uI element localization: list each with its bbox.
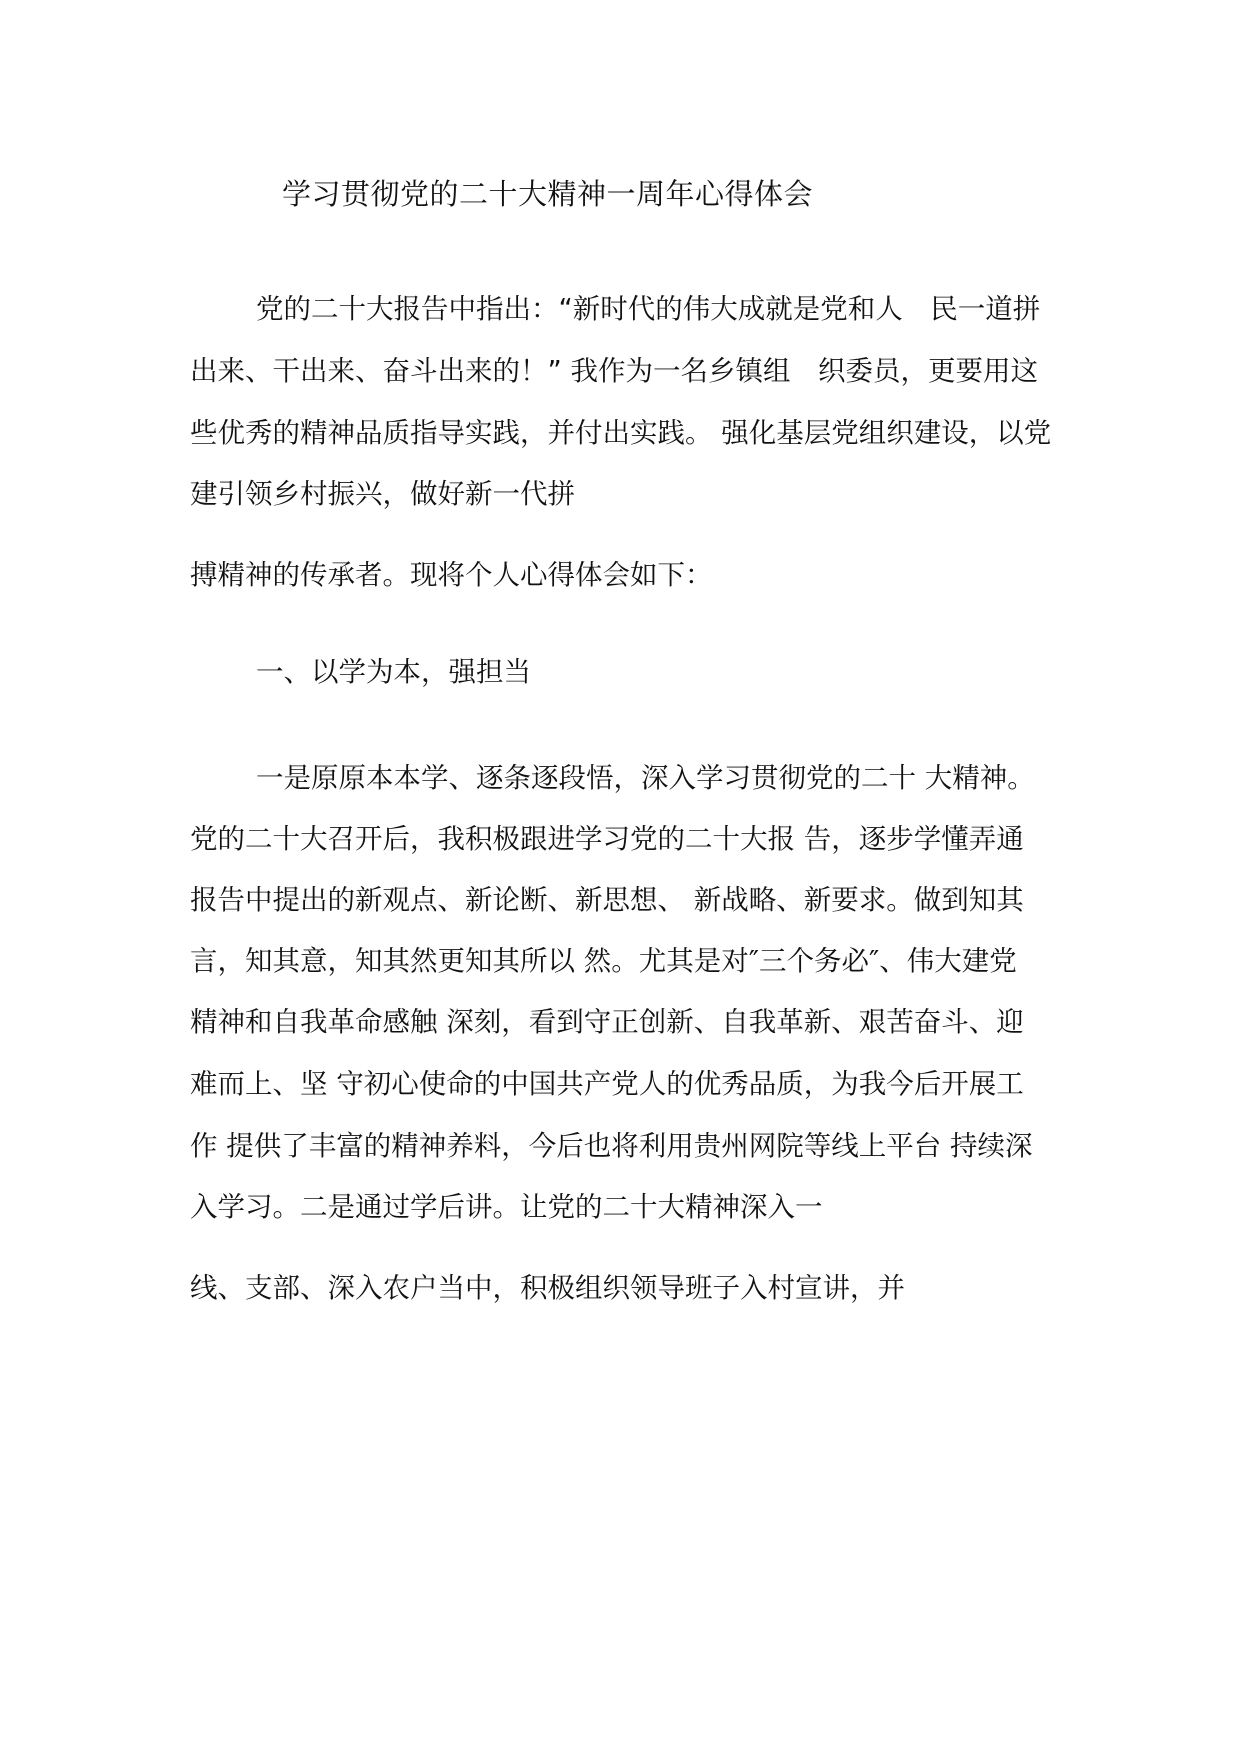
paragraph-line: 出来、干出来、奋斗出来的！” 我作为一名乡镇组 织委员，更要用这 xyxy=(190,355,1038,387)
paragraph-line: 入学习。二是通过学后讲。让党的二十大精神深入一 xyxy=(190,1191,823,1223)
paragraph-line: 党的二十大报告中指出：“新时代的伟大成就是党和人 民一道拼 xyxy=(256,293,1041,325)
paragraph-line: 党的二十大召开后，我积极跟进学习党的二十大报 告，逐步学懂弄通 xyxy=(190,823,1024,855)
document-title: 学习贯彻党的二十大精神一周年心得体会 xyxy=(282,177,814,211)
paragraph-line: 一是原原本本学、逐条逐段悟，深入学习贯彻党的二十 大精神。 xyxy=(256,762,1035,794)
paragraph-line: 搏精神的传承者。现将个人心得体会如下： xyxy=(190,559,713,591)
paragraph-line: 报告中提出的新观点、新论断、新思想、 新战略、新要求。做到知其 xyxy=(190,884,1024,916)
paragraph-line: 些优秀的精神品质指导实践，并付出实践。 强化基层党组织建设，以党 xyxy=(190,417,1052,449)
paragraph-line: 难而上、坚 守初心使命的中国共产党人的优秀品质，为我今后开展工 xyxy=(190,1068,1024,1100)
paragraph-line: 建引领乡村振兴，做好新一代拼 xyxy=(190,478,575,510)
paragraph-line: 线、支部、深入农户当中，积极组织领导班子入村宣讲，并 xyxy=(190,1272,905,1304)
section-heading: 一、以学为本，强担当 xyxy=(256,656,531,688)
paragraph-line: 言，知其意，知其然更知其所以 然。尤其是对″三个务必″、伟大建党 xyxy=(190,945,1017,977)
paragraph-line: 作 提供了丰富的精神养料，今后也将利用贵州网院等线上平台 持续深 xyxy=(190,1130,1033,1162)
paragraph-line: 精神和自我革命感触 深刻，看到守正创新、自我革新、艰苦奋斗、迎 xyxy=(190,1006,1024,1038)
